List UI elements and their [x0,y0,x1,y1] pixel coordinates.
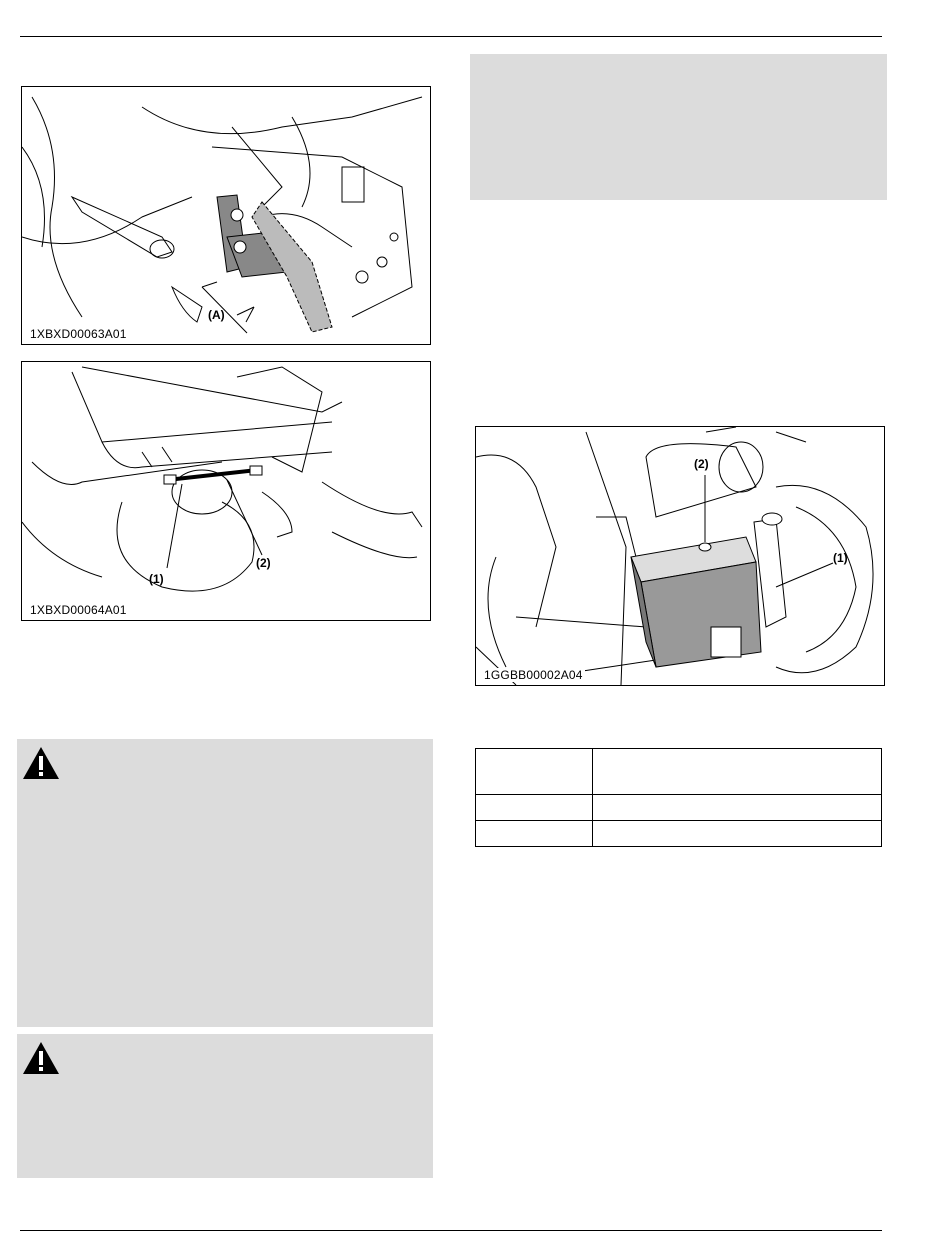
table-cell [593,821,882,847]
warning-triangle-icon [21,1040,61,1076]
figure-linkage [21,361,431,621]
table-cell [476,821,593,847]
callout-a: (A) [208,308,225,322]
figure-code: 1GGBB00002A04 [484,668,583,682]
table-cell [476,795,593,821]
brake-pedal-illustration [22,87,430,344]
table-cell [476,749,593,795]
table-cell [593,749,882,795]
spec-table [475,748,882,847]
callout-2: (2) [256,556,271,570]
callout-2: (2) [694,457,709,471]
linkage-illustration [22,362,430,620]
callout-1: (1) [149,572,164,586]
figure-battery [475,426,885,686]
note-box [470,54,887,200]
table-cell [593,795,882,821]
callout-1: (1) [833,551,848,565]
warning-box-1 [17,739,433,1027]
warning-box-2 [17,1034,433,1178]
footer-rule [20,1230,882,1231]
table-row [476,795,882,821]
warning-triangle-icon [21,745,61,781]
figure-brake-pedal [21,86,431,345]
table-row [476,821,882,847]
table-row [476,749,882,795]
header-rule [20,36,882,37]
battery-illustration [476,427,884,685]
figure-code: 1XBXD00064A01 [30,603,127,617]
figure-code: 1XBXD00063A01 [30,327,127,341]
